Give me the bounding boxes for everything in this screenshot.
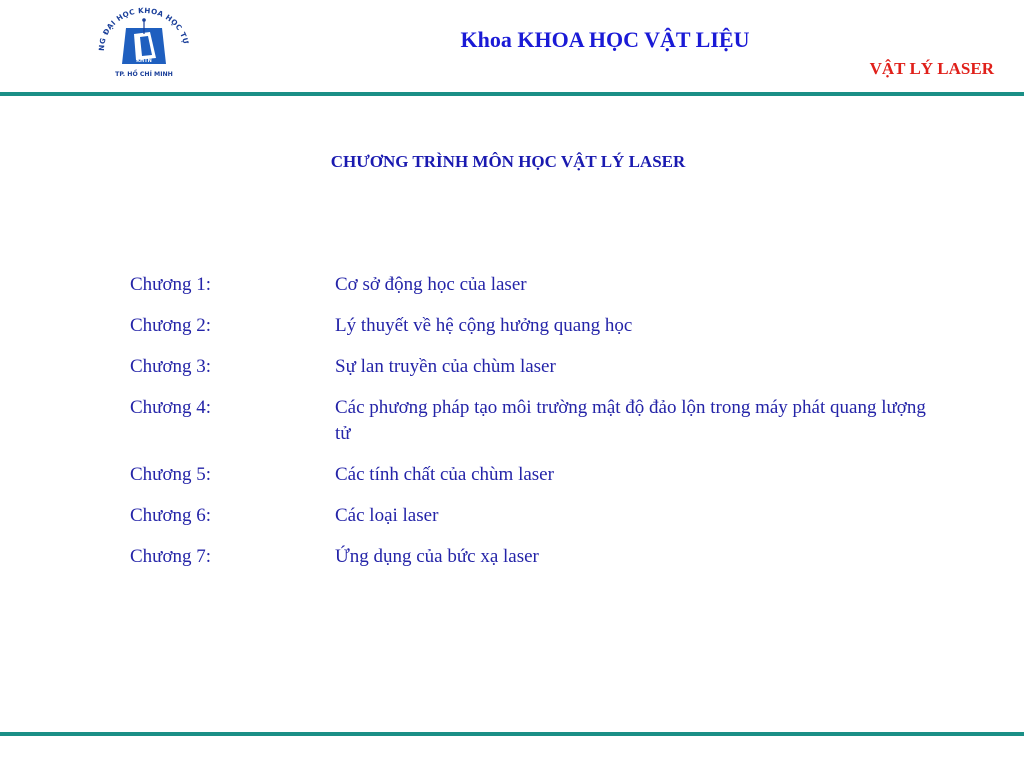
seal-ring-text: NG ĐẠI HỌC KHOA HỌC TỰ: [96, 6, 191, 52]
chapter-list: [130, 272, 950, 585]
seal-city-text: TP. HỒ CHÍ MINH: [115, 71, 173, 78]
chapter-title: Ứng dụng của bức xạ laser: [335, 546, 539, 567]
chapter-item: [130, 462, 950, 488]
chapter-label: Chương 4:: [130, 397, 212, 418]
chapter-label: Chương 5:: [130, 464, 212, 485]
chapter-title: Các loại laser: [335, 505, 439, 526]
chapter-item: [130, 544, 950, 570]
chapter-title: Các phương pháp tạo môi trường mật độ đảo lộn trong máy phát quang lượng tử: [335, 397, 926, 444]
seal-center-text: KHTN: [136, 58, 152, 64]
chapter-label: Chương 6:: [130, 505, 212, 526]
chapter-title: Các tính chất của chùm laser: [335, 464, 554, 485]
chapter-item: [130, 313, 950, 339]
course-name: VẬT LÝ LASER: [869, 59, 994, 78]
chapter-item: [130, 395, 950, 447]
chapter-item: [130, 354, 950, 380]
chapter-title: Cơ sở động học của laser: [335, 274, 527, 295]
chapter-label: Chương 7:: [130, 546, 212, 567]
chapter-title: Lý thuyết về hệ cộng hưởng quang học: [335, 315, 633, 336]
chapter-title: Sự lan truyền của chùm laser: [335, 356, 556, 377]
chapter-item: [130, 272, 950, 298]
chapter-item: [130, 503, 950, 529]
footer-divider: [0, 732, 1024, 736]
department-title: Khoa KHOA HỌC VẬT LIỆU: [460, 27, 750, 52]
chapter-label: Chương 3:: [130, 356, 212, 377]
chapter-label: Chương 2:: [130, 315, 212, 336]
chapter-label: Chương 1:: [130, 274, 212, 295]
page-title: CHƯƠNG TRÌNH MÔN HỌC VẬT LÝ LASER: [330, 152, 686, 171]
header-divider: [0, 92, 1024, 96]
